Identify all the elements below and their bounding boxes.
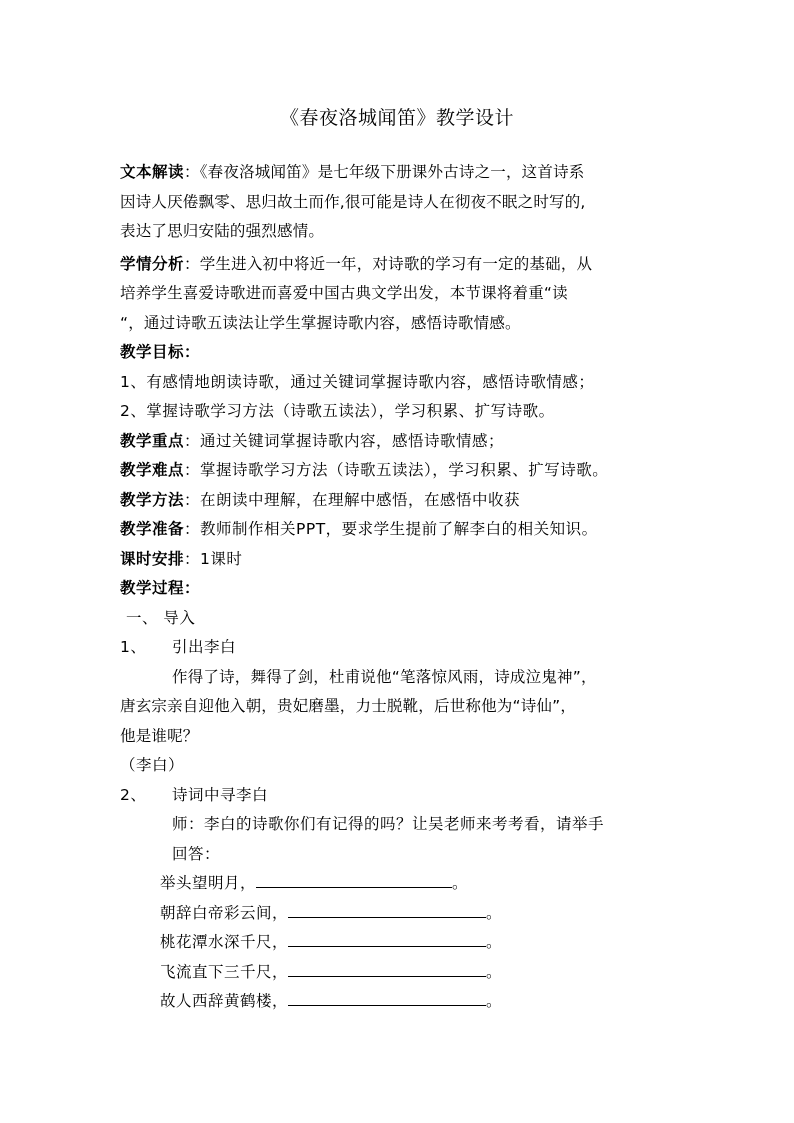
fill-blank-line [288,962,486,977]
fill-blank-end: 。 [486,962,503,981]
step-1-title: 引出李白 [172,638,237,656]
schedule-text: ：1课时 [184,549,243,568]
key-points-label: 教学重点 [120,431,185,450]
fill-blank-line [256,873,452,888]
objective-item: 2、掌握诗歌学习方法（诗歌五读法），学习积累、扩写诗歌。 [120,402,555,420]
fill-blank-line [288,991,486,1006]
fill-blank-item [160,899,722,929]
step-1-line-1: 作得了诗，舞得了剑，杜甫说他“笔落惊风雨，诗成泣鬼神”， [172,667,597,686]
process-label: 教学过程： [120,579,201,597]
document-body [120,158,682,1017]
fill-blank-line [288,903,486,918]
learner-analysis-paragraph [120,250,682,339]
difficulties-text: ：掌握诗歌学习方法（诗歌五读法），学习积累、扩写诗歌。 [184,461,609,479]
methods-text: ：在朗读中理解，在理解中感悟，在感悟中收获 [184,490,521,509]
step-2-number: 2、 [120,785,147,804]
key-points-text: ：通过关键词掌握诗歌内容，感悟诗歌情感； [184,431,505,450]
schedule-label: 课时安排 [120,549,185,568]
step-2-line-1: 师：李白的诗歌你们有记得的吗？让吴老师来考考看，请举手 [172,815,605,833]
fill-blank-prompt: 故人西辞黄鹤楼， [160,992,289,1010]
methods-label: 教学方法 [120,490,185,509]
fill-blank-end: 。 [486,903,503,922]
learner-analysis-line-2: 培养学生喜爱诗歌进而喜爱中国古典文学出发，本节课将着重“读 [120,284,568,302]
preparation-text: ：教师制作相关PPT，要求学生提前了解李白的相关知识。 [184,520,598,538]
step-1-heading [120,633,682,663]
preparation-label: 教学准备 [120,520,185,538]
fill-blank-prompt: 举头望明月， [160,874,257,892]
step-2-heading [120,781,682,811]
learner-analysis-line-3: “，通过诗歌五读法让学生掌握诗歌内容，感悟诗歌情感。 [120,313,521,332]
methods-row [120,486,682,516]
step-1-paragraph [120,663,682,752]
step-1-answer: （李白） [120,756,185,774]
step-1-line-3: 他是谁呢？ [120,726,199,745]
step-1-line-2: 唐玄宗亲自迎他入朝，贵妃磨墨，力士脱靴，后世称他为“诗仙”， [120,697,577,715]
fill-blank-prompt: 飞流直下三千尺， [160,962,289,981]
fill-blank-line [288,932,486,947]
schedule-row [120,545,682,575]
objectives-label: 教学目标： [120,343,201,361]
learner-analysis-label: 学情分析 [120,254,185,273]
difficulties-row [120,456,682,486]
preparation-row [120,515,682,545]
fill-blank-item [160,928,722,958]
step-2-title: 诗词中寻李白 [172,785,269,804]
text-reading-line-3: 表达了思归安陆的强烈感情。 [120,222,325,240]
text-reading-label: 文本解读 [120,163,185,181]
learner-analysis-line-1: ：学生进入初中将近一年，对诗歌的学习有一定的基础，从 [184,254,593,273]
fill-blank-item [160,958,722,988]
key-points-row [120,427,682,457]
fill-blank-item [160,987,722,1017]
fill-blank-item [160,869,722,899]
fill-blank-end: 。 [486,992,503,1010]
text-reading-line-2: 因诗人厌倦飘零、思归故土而作,很可能是诗人在彻夜不眠之时写的, [120,192,586,211]
difficulties-label: 教学难点 [120,461,185,479]
fill-blank-prompt: 桃花潭水深千尺， [160,933,289,951]
step-2-line-2: 回答： [172,844,221,863]
objective-item: 1、有感情地朗读诗歌，通过关键词掌握诗歌内容，感悟诗歌情感； [120,372,595,391]
text-reading-paragraph [120,158,682,247]
process-heading [120,574,682,604]
fill-blank-end: 。 [452,874,469,892]
part-one-heading: 一、 导入 [126,608,196,627]
step-1-number: 1、 [120,638,147,656]
page-title: 《春夜洛城闻笛》教学设计 [279,107,514,129]
fill-blank-end: 。 [486,933,503,951]
objectives-heading [120,338,682,368]
fill-blank-prompt: 朝辞白帝彩云间， [160,903,289,922]
text-reading-line-1: ：《春夜洛城闻笛》是七年级下册课外古诗之一，这首诗系 [184,163,585,181]
